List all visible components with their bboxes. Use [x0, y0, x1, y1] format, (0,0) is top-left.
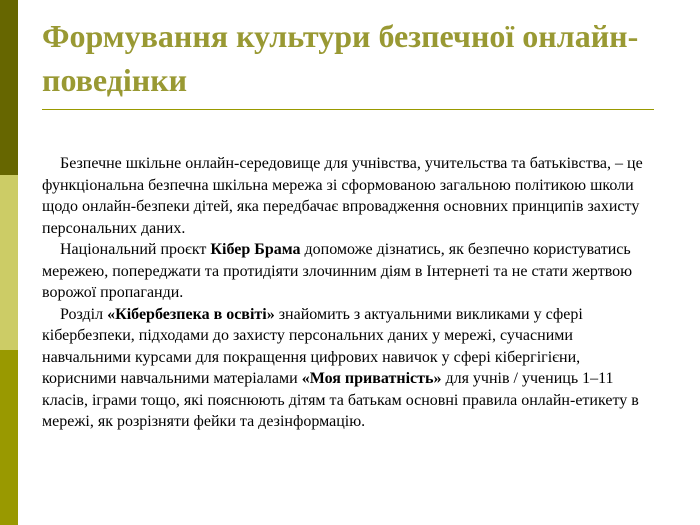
section-name: «Кібербезпека в освіті» [107, 305, 275, 323]
accent-bar-top [0, 0, 18, 175]
paragraph-cyber-brama [42, 239, 657, 304]
title-divider [42, 109, 654, 110]
paragraph-text-rest: для учнів / учениць 1–11 класів, іграми тощо, які пояснюють дітям та батькам основні правила онлайн-етикету в мережі, як розрізняти фейки та дезінформацію. [42, 370, 639, 430]
project-name: Кібер Брама [210, 241, 301, 258]
accent-bar-middle [0, 175, 18, 350]
paragraph-text-rest: допоможе дізнатись, як безпечно користуватись мережею, попереджати та протидіяти злочинним діям в Інтернеті та не стати жертвою ворожої пропаганди. [42, 241, 633, 301]
paragraph-text: Безпечне шкільне онлайн-середовище для учнівства, учительства та батьківства, – це функціональна безпечна шкільна мережа зі сформованою загальною політикою школи щодо онлайн-безпеки дітей, яка передбачає впровадження основних принципів захисту персональних даних. [42, 155, 643, 237]
slide-body [42, 153, 657, 433]
materials-name: «Моя приватність» [301, 370, 442, 387]
slide-title: Формування культури безпечної онлайн-поведінки [42, 18, 639, 98]
accent-bar-bottom [0, 350, 18, 525]
paragraph-text-lead: Національний проєкт [60, 241, 211, 258]
paragraph-text-lead: Розділ [60, 305, 108, 323]
paragraph-cybersecurity-section [42, 304, 657, 433]
paragraph-safe-environment [42, 153, 657, 239]
paragraph-text-middle: знайомить з актуальними викликами у сфері кібербезпеки, підходами до захисту персональних даних у мережі, сучасними навчальними курсами для покращення цифрових навичок у сфері кібергігієни, корисними навчальними матеріалами [42, 305, 583, 387]
